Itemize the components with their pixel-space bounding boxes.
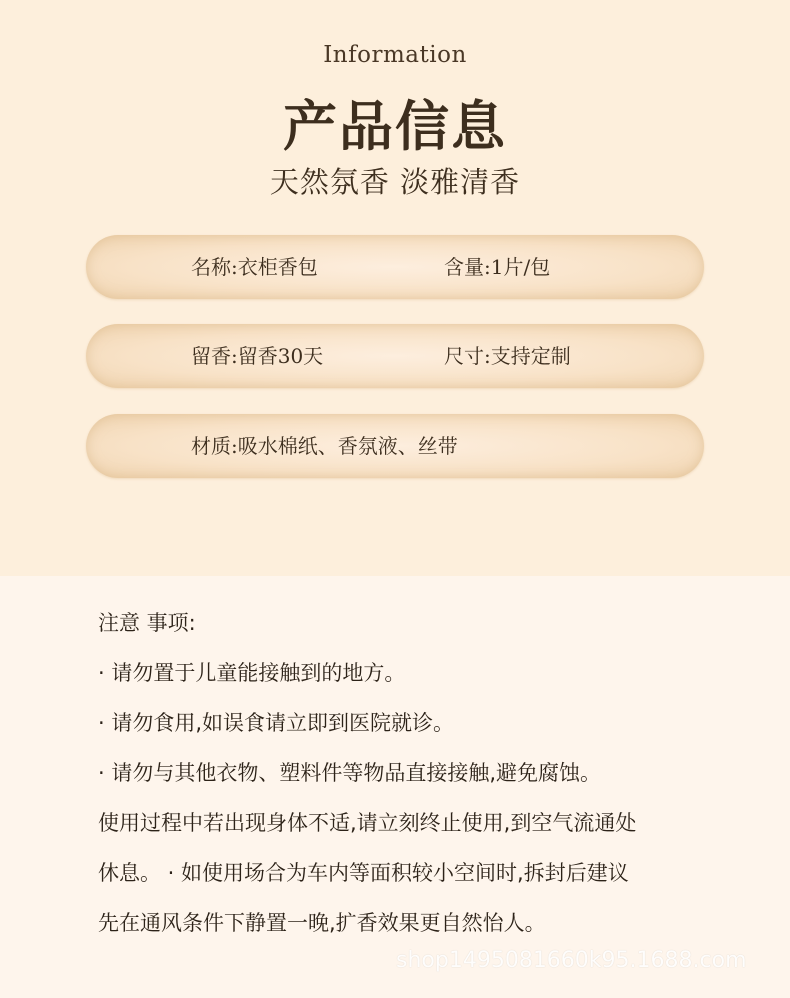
note-item: · 请勿食用,如误食请立即到医院就诊。 (98, 711, 455, 735)
spec-size: 尺寸:支持定制 (444, 344, 571, 368)
notes-heading: 注意 事项: (98, 611, 196, 635)
notes-section (98, 598, 738, 948)
spec-row-3 (86, 414, 704, 478)
spec-fragrance-duration: 留香:留香30天 (191, 344, 324, 368)
page-title: 产品信息 (283, 94, 507, 158)
note-item: 先在通风条件下静置一晚,扩香效果更自然怡人。 (98, 911, 546, 935)
note-item: 休息。 · 如使用场合为车内等面积较小空间时,拆封后建议 (98, 861, 629, 885)
page-subtitle: 天然氛香 淡雅清香 (269, 165, 521, 199)
spec-row-2 (86, 324, 704, 388)
note-item: 使用过程中若出现身体不适,请立刻终止使用,到空气流通处 (98, 811, 637, 835)
shop-watermark: shop1495081660k95.1688.com (396, 948, 747, 973)
note-item: · 请勿置于儿童能接触到的地方。 (98, 661, 406, 685)
spec-quantity: 含量:1片/包 (444, 255, 551, 279)
spec-row-1 (86, 235, 704, 299)
spec-material: 材质:吸水棉纸、香氛液、丝带 (191, 434, 458, 458)
note-item: · 请勿与其他衣物、塑料件等物品直接接触,避免腐蚀。 (98, 761, 602, 785)
spec-name: 名称:衣柜香包 (191, 255, 318, 279)
section-eyebrow: Information (323, 42, 467, 68)
